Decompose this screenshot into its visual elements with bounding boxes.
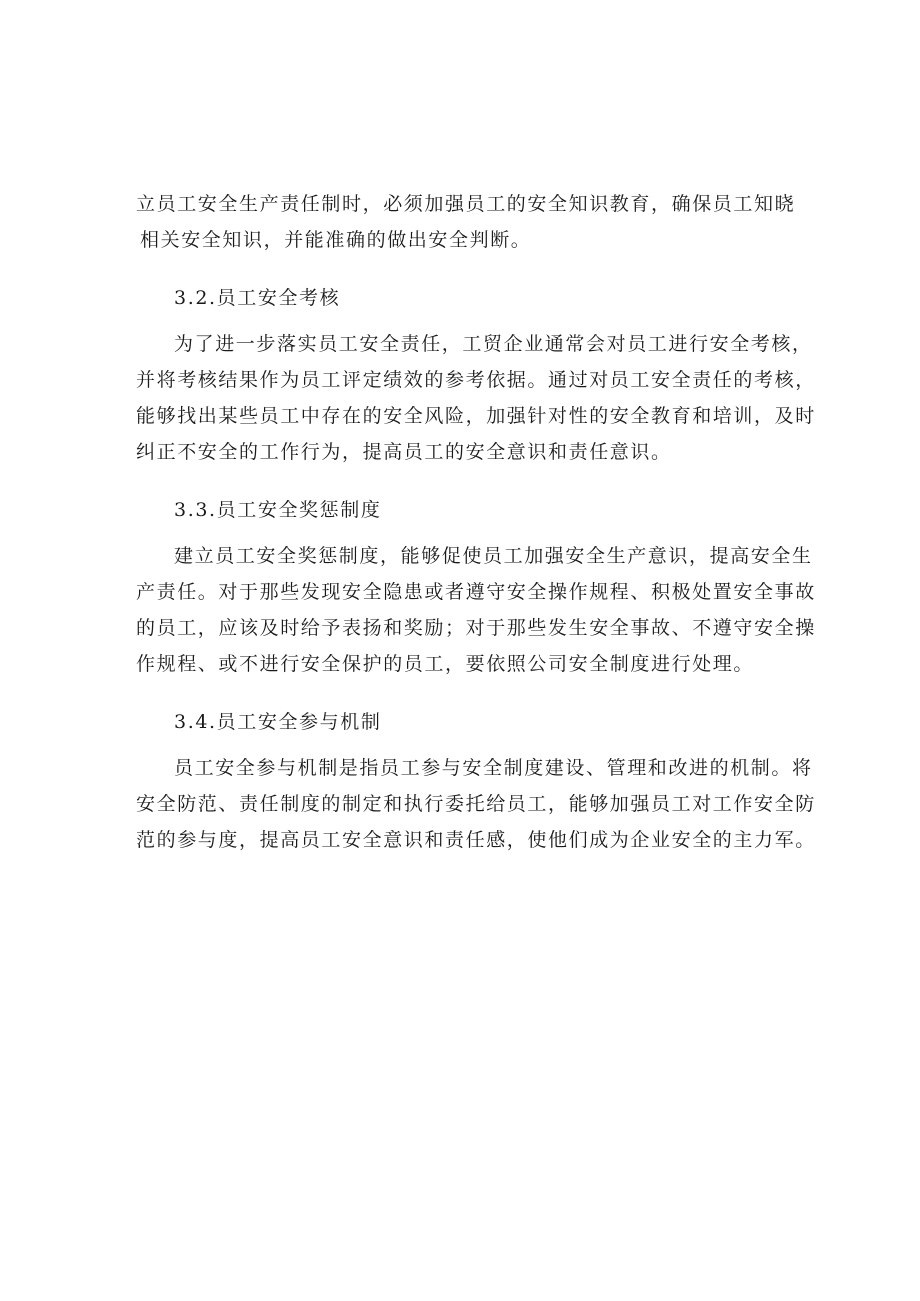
paragraph-line: 纠正不安全的工作行为，提高员工的安全意识和责任意识。 [136, 441, 672, 463]
paragraph-line: 相关安全知识，并能准确的做出安全判断。 [140, 229, 532, 251]
section-paragraph-3-3 [136, 538, 816, 682]
paragraph-line: 为了进一步落实员工安全责任，工贸企业通常会对员工进行安全考核， [174, 333, 813, 355]
section-paragraph-3-4 [136, 750, 816, 858]
paragraph-line: 员工安全参与机制是指员工参与安全制度建设、管理和改进的机制。将 [174, 757, 813, 779]
paragraph-line: 建立员工安全奖惩制度，能够促使员工加强安全生产意识，提高安全生 [174, 545, 813, 567]
document-body [136, 186, 816, 858]
paragraph-line: 立员工安全生产责任制时，必须加强员工的安全知识教育，确保员工知晓 [136, 193, 796, 215]
paragraph-line: 能够找出某些员工中存在的安全风险，加强针对性的安全教育和培训，及时 [136, 405, 816, 427]
section-heading-3-4: 3.4.员工安全参与机制 [174, 711, 382, 733]
paragraph-line: 范的参与度，提高员工安全意识和责任感，使他们成为企业安全的主力军。 [136, 829, 816, 851]
paragraph-line: 并将考核结果作为员工评定绩效的参考依据。通过对员工安全责任的考核， [136, 369, 816, 391]
paragraph-line: 作规程、或不进行安全保护的员工，要依照公司安全制度进行处理。 [136, 653, 755, 675]
section-paragraph-3-2 [136, 326, 816, 470]
section-heading-3-3: 3.3.员工安全奖惩制度 [174, 499, 382, 521]
paragraph-line: 安全防范、责任制度的制定和执行委托给员工，能够加强员工对工作安全防 [136, 793, 816, 815]
paragraph-line: 的员工，应该及时给予表扬和奖励；对于那些发生安全事故、不遵守安全操 [136, 617, 816, 639]
paragraph-line: 产责任。对于那些发现安全隐患或者遵守安全操作规程、积极处置安全事故 [136, 581, 816, 603]
section-heading-3-2: 3.2.员工安全考核 [174, 287, 341, 309]
intro-paragraph [136, 186, 808, 258]
